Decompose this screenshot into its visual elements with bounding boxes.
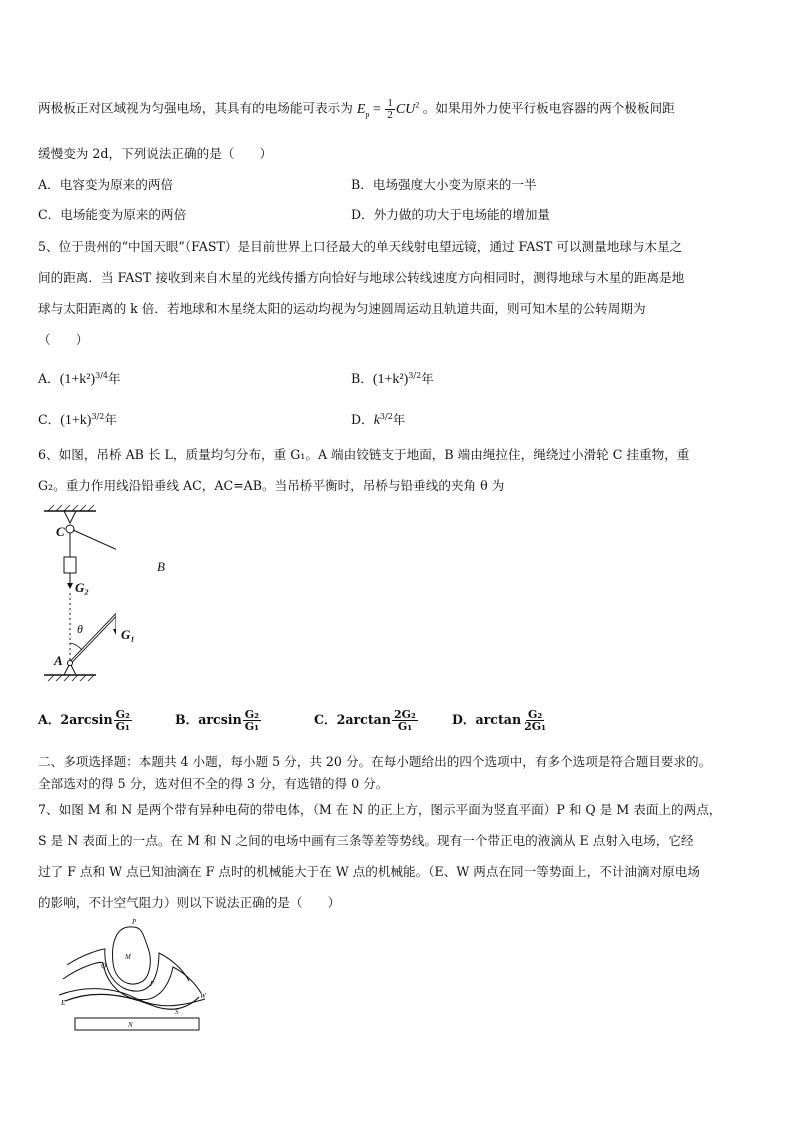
- label-c: C: [56, 524, 65, 539]
- ground-hatch: [48, 675, 94, 681]
- q6-line1: 6、如图，吊桥 AB 长 L，质量均匀分布，重 G₁。A 端由铰链支于地面，B 端由绳拉住，绳绕过小滑轮 C 挂重物，重: [38, 447, 690, 462]
- label-a: A: [54, 653, 63, 668]
- q5-option-a: A．$(1+k^2)^{3/4}$年: [38, 371, 121, 388]
- label-m: M: [125, 953, 131, 961]
- label-q: Q: [101, 962, 107, 970]
- section2-line1: 二、多项选择题：本题共 4 小题，每小题 5 分，共 20 分。在每小题给出的四个选项中，有多个选项是符合题目要求的。: [38, 754, 712, 769]
- q4-text-a: 两极板正对区域视为匀强电场，其具有的电场能可表示为: [38, 100, 353, 116]
- label-e: E: [61, 999, 66, 1007]
- field-figure: [55, 915, 215, 1035]
- label-b: B: [157, 559, 165, 574]
- q4-option-b: B．电场强度大小变为原来的一半: [351, 177, 537, 192]
- q4-option-c: C．电场能变为原来的两倍: [38, 207, 187, 222]
- q7-line2: S 是 N 表面上的一点。在 M 和 N 之间的电场中画有三条等差等势线。现有一个带正电的液滴从 E 点射入电场，它经: [38, 833, 694, 848]
- ceiling-hatch: [48, 505, 94, 511]
- g1-arrowhead: [113, 629, 116, 635]
- rope-cb: [73, 530, 116, 569]
- body-n: [75, 1018, 199, 1030]
- q5-line3: 球与太阳距离的 k 倍．若地球和木星绕太阳的运动均视为匀速圆周运动且轨道共面，则可知木星的公转周期为: [38, 301, 646, 316]
- label-g1: G₁: [121, 627, 135, 642]
- q5-line4: （ ）: [38, 332, 89, 347]
- label-s: S: [175, 1008, 179, 1016]
- body-m: [113, 927, 151, 984]
- q4-text-b: 。如果用外力使平行板电容器的两个极板间距: [422, 100, 675, 116]
- q6-option-d: D．arctan $\frac{\text{G₂}}{\text{2G₁}}$: [452, 708, 546, 733]
- q6-line2: G₂。重力作用线沿铅垂线 AC，AC=AB。当吊桥平衡时，吊桥与铅垂线的夹角 θ 为: [38, 478, 505, 493]
- q4-options-row1: [38, 176, 537, 194]
- q6-option-c: C．2arctan $\frac{\text{2G₂}}{\text{G₁}}$: [314, 708, 416, 733]
- label-theta: θ: [77, 622, 83, 636]
- pulley-c: [66, 525, 74, 533]
- theta-arc: [70, 643, 82, 650]
- energy-formula: $E_p$ = $\frac{1}{2}$ $CU^2$: [356, 96, 420, 121]
- q7-line4: 的影响，不计空气阻力）则以下说法正确的是（ ）: [38, 895, 341, 910]
- label-g2: G₂: [75, 580, 89, 595]
- q6-option-b: B．arcsin $\frac{\text{G₂}}{\text{G₁}}$: [175, 708, 259, 733]
- q4-option-a: A．电容变为原来的两倍: [38, 177, 174, 192]
- q5-line1: 5、位于贵州的“中国天眼”（FAST）是目前世界上口径最大的单天线射电望远镜，通过 FAST 可以测量地球与木星之: [38, 239, 683, 254]
- formula-fraction: $\frac{1}{2}$: [387, 96, 393, 121]
- q7-line3: 过了 F 点和 W 点已知油滴在 F 点时的机械能大于在 W 点的机械能。（E、W 两点在同一等势面上，不计油滴对原电场: [38, 864, 700, 879]
- q4-line1: [38, 96, 675, 123]
- label-f: F: [150, 980, 155, 988]
- q4-option-d: D．外力做的功大于电场能的增加量: [351, 207, 551, 222]
- label-p: P: [132, 918, 137, 926]
- q5-options-row1: [38, 367, 434, 389]
- q5-options-row2: [38, 408, 406, 430]
- pulley-support: [64, 511, 76, 523]
- q5-line2: 间的距离．当 FAST 接收到来自木星的光线传播方向恰好与地球公转线速度方向相同时，测得地球与木星的距离是地: [38, 270, 685, 285]
- label-n: N: [128, 1021, 133, 1029]
- q5-option-c: C．$(1+k)^{3/2}$年: [38, 412, 117, 429]
- q5-option-b: B．$(1+k^2)^{3/2}$年: [351, 371, 434, 388]
- q5-option-d: D．$k^{3/2}$年: [351, 412, 406, 429]
- weight-g2: [64, 557, 76, 573]
- section2-line2: 全部选对的得 5 分，选对但不全的得 3 分，有选错的得 0 分。: [38, 776, 389, 791]
- g2-arrowhead: [67, 583, 73, 589]
- q4-line2: 缓慢变为 2d，下列说法正确的是（ ）: [38, 146, 273, 161]
- q6-option-a: A．2arcsin $\frac{\text{G₂}}{\text{G₁}}$: [38, 708, 130, 733]
- q4-options-row2: [38, 206, 551, 224]
- q7-line1: 7、如图 M 和 N 是两个带有异种电荷的带电体，（M 在 N 的正上方，图示平面为竖直平面）P 和 Q 是 M 表面上的两点，: [38, 802, 722, 817]
- label-w: W: [200, 992, 206, 1000]
